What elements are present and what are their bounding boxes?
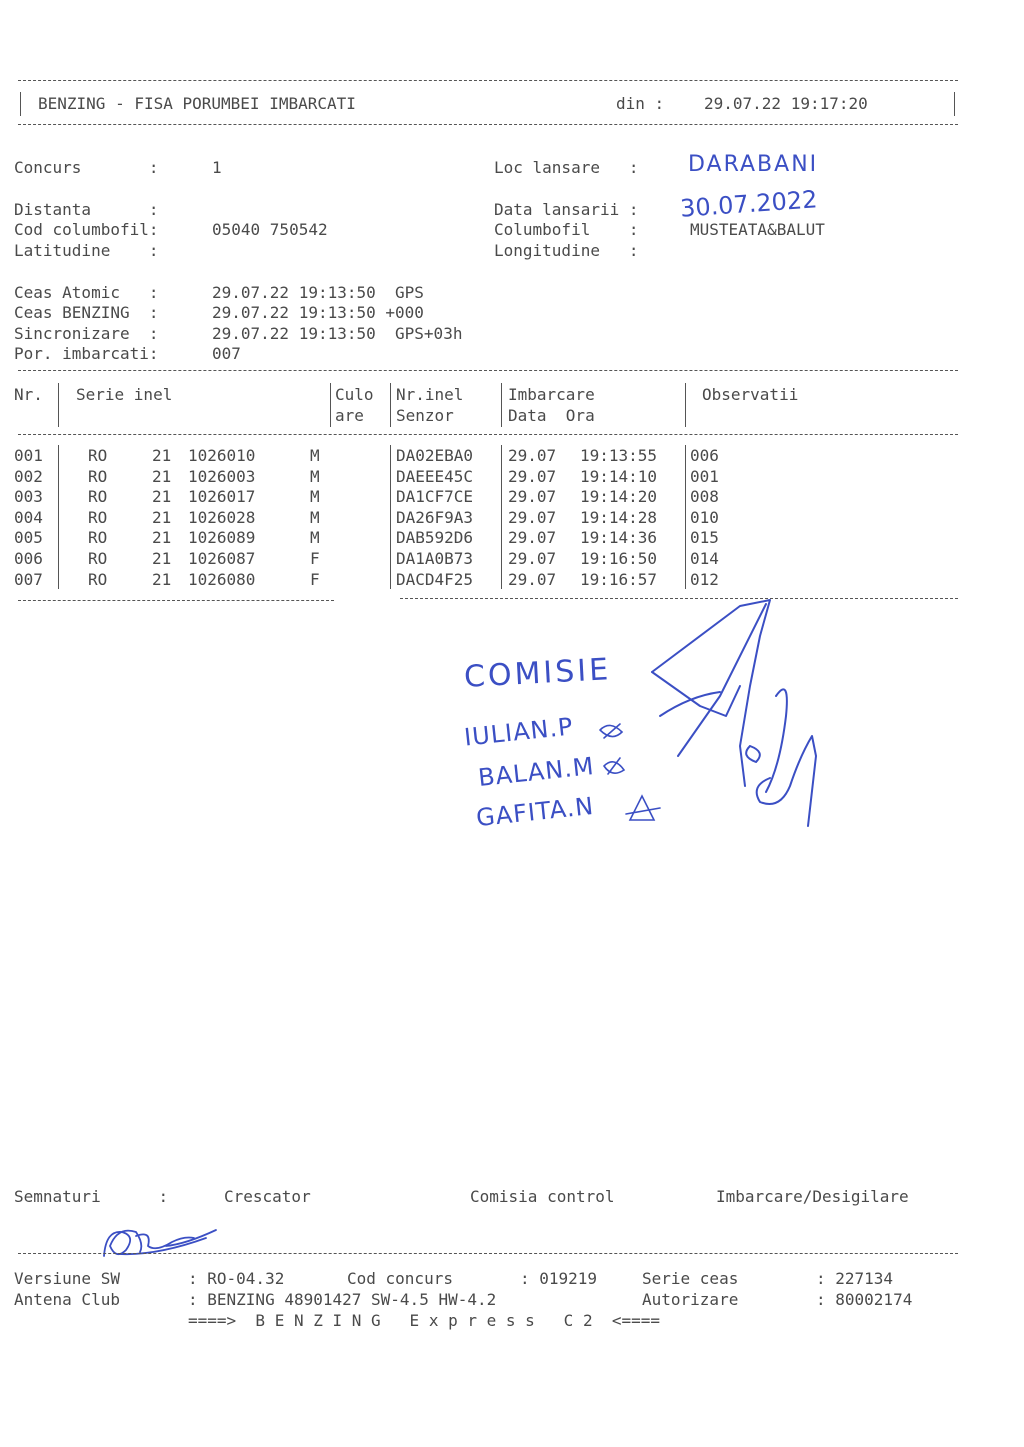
header-right-bar: [954, 92, 955, 116]
cell-sex: M: [310, 507, 320, 527]
cell-obs: 008: [690, 487, 719, 507]
cell-sensor: DA1A0B73: [396, 549, 474, 568]
cell-time: 19:16:50: [580, 549, 658, 568]
cell-time: 19:14:20: [580, 487, 658, 507]
cell-obs: 001: [690, 466, 719, 486]
cell-year: 21: [152, 528, 172, 548]
commission-title: COMISIE: [463, 652, 612, 695]
cell-ring: 1026080: [188, 569, 256, 589]
col-culoare-header-2: are: [335, 406, 364, 425]
ceas-atomic-value: 29.07.22 19:13:50 GPS: [212, 283, 424, 302]
col-nrinel-header-1: Nr.inel: [396, 385, 464, 404]
columbofil-label: Columbofil :: [494, 220, 639, 239]
cell-sex: M: [310, 466, 320, 486]
cell-sensor: DAB592D6: [396, 528, 474, 548]
col-nr-header: Nr.: [14, 385, 43, 404]
cell-ring: 1026017: [188, 487, 256, 507]
body-divider: [58, 445, 59, 589]
cell-nr: 007: [14, 569, 43, 589]
cell-obs: 015: [690, 528, 719, 548]
cell-country: RO: [88, 507, 108, 527]
versiune-label: Versiune SW: [14, 1269, 120, 1288]
commission-name-1: IULIAN.P: [462, 712, 575, 752]
cell-country: RO: [88, 487, 108, 507]
table-top-rule: [18, 370, 958, 371]
document-title: BENZING - FISA PORUMBEI IMBARCATI: [38, 94, 356, 113]
cell-country: RO: [88, 528, 108, 548]
col-imbarcare-header-2: Data Ora: [508, 406, 595, 425]
cell-nr: 006: [14, 549, 43, 568]
cell-time: 19:13:55: [580, 446, 658, 465]
longitudine-label: Longitudine :: [494, 241, 639, 260]
cell-nr: 002: [14, 466, 43, 486]
cell-nr: 005: [14, 528, 43, 548]
col-culoare-header-1: Culo: [335, 385, 374, 404]
ceas-atomic-label: Ceas Atomic :: [14, 283, 159, 302]
cell-nr: 003: [14, 487, 43, 507]
cell-obs: 014: [690, 549, 719, 568]
antena-value: : BENZING 48901427 SW-4.5 HW-4.2: [188, 1290, 497, 1309]
header-bottom-rule: [18, 124, 958, 125]
ceas-benzing-value: 29.07.22 19:13:50 +000: [212, 303, 424, 322]
versiune-value: : RO-04.32: [188, 1269, 285, 1288]
cell-year: 21: [152, 549, 172, 568]
cell-ring: 1026028: [188, 507, 256, 527]
autorizare-value: : 80002174: [816, 1290, 913, 1309]
cell-year: 21: [152, 487, 172, 507]
cell-country: RO: [88, 549, 108, 568]
antena-label: Antena Club: [14, 1290, 120, 1309]
cell-date: 29.07: [508, 466, 557, 486]
table-bottom-rule-left: [18, 600, 334, 601]
date-value: 29.07.22 19:17:20: [704, 94, 868, 113]
body-divider: [685, 445, 686, 589]
cell-year: 21: [152, 569, 172, 589]
concurs-label: Concurs :: [14, 158, 159, 177]
signature-comisia-label: Comisia control: [470, 1187, 615, 1206]
cell-sensor: DA02EBA0: [396, 446, 474, 465]
col-nrinel-header-2: Senzor: [396, 406, 454, 425]
col-observatii-header: Observatii: [702, 385, 799, 404]
cell-sensor: DACD4F25: [396, 569, 474, 589]
ceas-benzing-label: Ceas BENZING :: [14, 303, 159, 322]
col-serie-header: Serie inel: [76, 385, 173, 404]
data-lansarii-value: 30.07.2022: [679, 185, 819, 223]
cell-ring: 1026087: [188, 549, 256, 568]
cell-sex: M: [310, 487, 320, 507]
cell-ring: 1026010: [188, 446, 256, 465]
header-divider: [330, 383, 331, 427]
cell-ring: 1026003: [188, 466, 256, 486]
cell-year: 21: [152, 507, 172, 527]
columbofil-value: MUSTEATA&BALUT: [690, 220, 825, 239]
distanta-label: Distanta :: [14, 200, 159, 219]
commission-name-2: BALAN.M: [476, 751, 596, 793]
cell-ring: 1026089: [188, 528, 256, 548]
cell-sensor: DAEEE45C: [396, 466, 474, 486]
serie-ceas-label: Serie ceas: [642, 1269, 739, 1288]
cell-date: 29.07: [508, 569, 557, 589]
cell-time: 19:14:10: [580, 466, 658, 486]
cell-year: 21: [152, 466, 172, 486]
latitudine-label: Latitudine :: [14, 241, 159, 260]
body-divider: [390, 445, 391, 589]
header-divider: [58, 383, 59, 427]
table-header-rule: [18, 434, 958, 435]
date-label: din :: [616, 94, 665, 113]
cell-date: 29.07: [508, 487, 557, 507]
header-top-rule: [18, 80, 958, 81]
cell-sensor: DA1CF7CE: [396, 487, 474, 507]
porumbei-imbarcati-label: Por. imbarcati:: [14, 344, 159, 363]
cell-obs: 010: [690, 507, 719, 527]
cell-obs: 006: [690, 446, 719, 465]
cell-sex: F: [310, 549, 320, 568]
cell-date: 29.07: [508, 528, 557, 548]
cod-columbofil-label: Cod columbofil:: [14, 220, 159, 239]
cell-country: RO: [88, 446, 108, 465]
data-lansarii-label: Data lansarii :: [494, 200, 639, 219]
cell-date: 29.07: [508, 549, 557, 568]
cell-nr: 001: [14, 446, 43, 465]
porumbei-imbarcati-value: 007: [212, 344, 241, 363]
cell-sex: F: [310, 569, 320, 589]
commission-stamps-drawing: [590, 720, 680, 830]
signature-crescator-label: Crescator: [224, 1187, 311, 1206]
commission-name-3: GAFITA.N: [474, 791, 596, 833]
col-imbarcare-header-1: Imbarcare: [508, 385, 595, 404]
cell-time: 19:14:28: [580, 507, 658, 527]
cell-sex: M: [310, 528, 320, 548]
footer-top-rule: [18, 1253, 958, 1254]
sincronizare-label: Sincronizare :: [14, 324, 159, 343]
cell-nr: 004: [14, 507, 43, 527]
cell-date: 29.07: [508, 507, 557, 527]
header-divider: [501, 383, 502, 427]
body-divider: [501, 445, 502, 589]
loc-lansare-value: DARABANI: [688, 152, 819, 177]
sincronizare-value: 29.07.22 19:13:50 GPS+03h: [212, 324, 463, 343]
header-divider: [685, 383, 686, 427]
cell-time: 19:14:36: [580, 528, 658, 548]
benzing-banner: ====> B E N Z I N G E x p r e s s C 2 <====: [188, 1311, 661, 1330]
signature-imbarcare-label: Imbarcare/Desigilare: [716, 1187, 909, 1206]
cell-obs: 012: [690, 569, 719, 589]
cell-sex: M: [310, 446, 320, 465]
concurs-value: 1: [212, 158, 222, 177]
header-divider: [390, 383, 391, 427]
cell-country: RO: [88, 466, 108, 486]
cod-concurs-value: : 019219: [520, 1269, 598, 1288]
header-left-bar: [20, 92, 21, 116]
cell-sensor: DA26F9A3: [396, 507, 474, 527]
serie-ceas-value: : 227134: [816, 1269, 894, 1288]
cell-year: 21: [152, 446, 172, 465]
cod-columbofil-value: 05040 750542: [212, 220, 328, 239]
breeder-signature-drawing: [96, 1216, 236, 1266]
autorizare-label: Autorizare: [642, 1290, 739, 1309]
cod-concurs-label: Cod concurs: [347, 1269, 453, 1288]
cell-country: RO: [88, 569, 108, 589]
signatures-label: Semnaturi :: [14, 1187, 169, 1206]
cell-time: 19:16:57: [580, 569, 658, 589]
loc-lansare-label: Loc lansare :: [494, 158, 639, 177]
cell-date: 29.07: [508, 446, 557, 465]
